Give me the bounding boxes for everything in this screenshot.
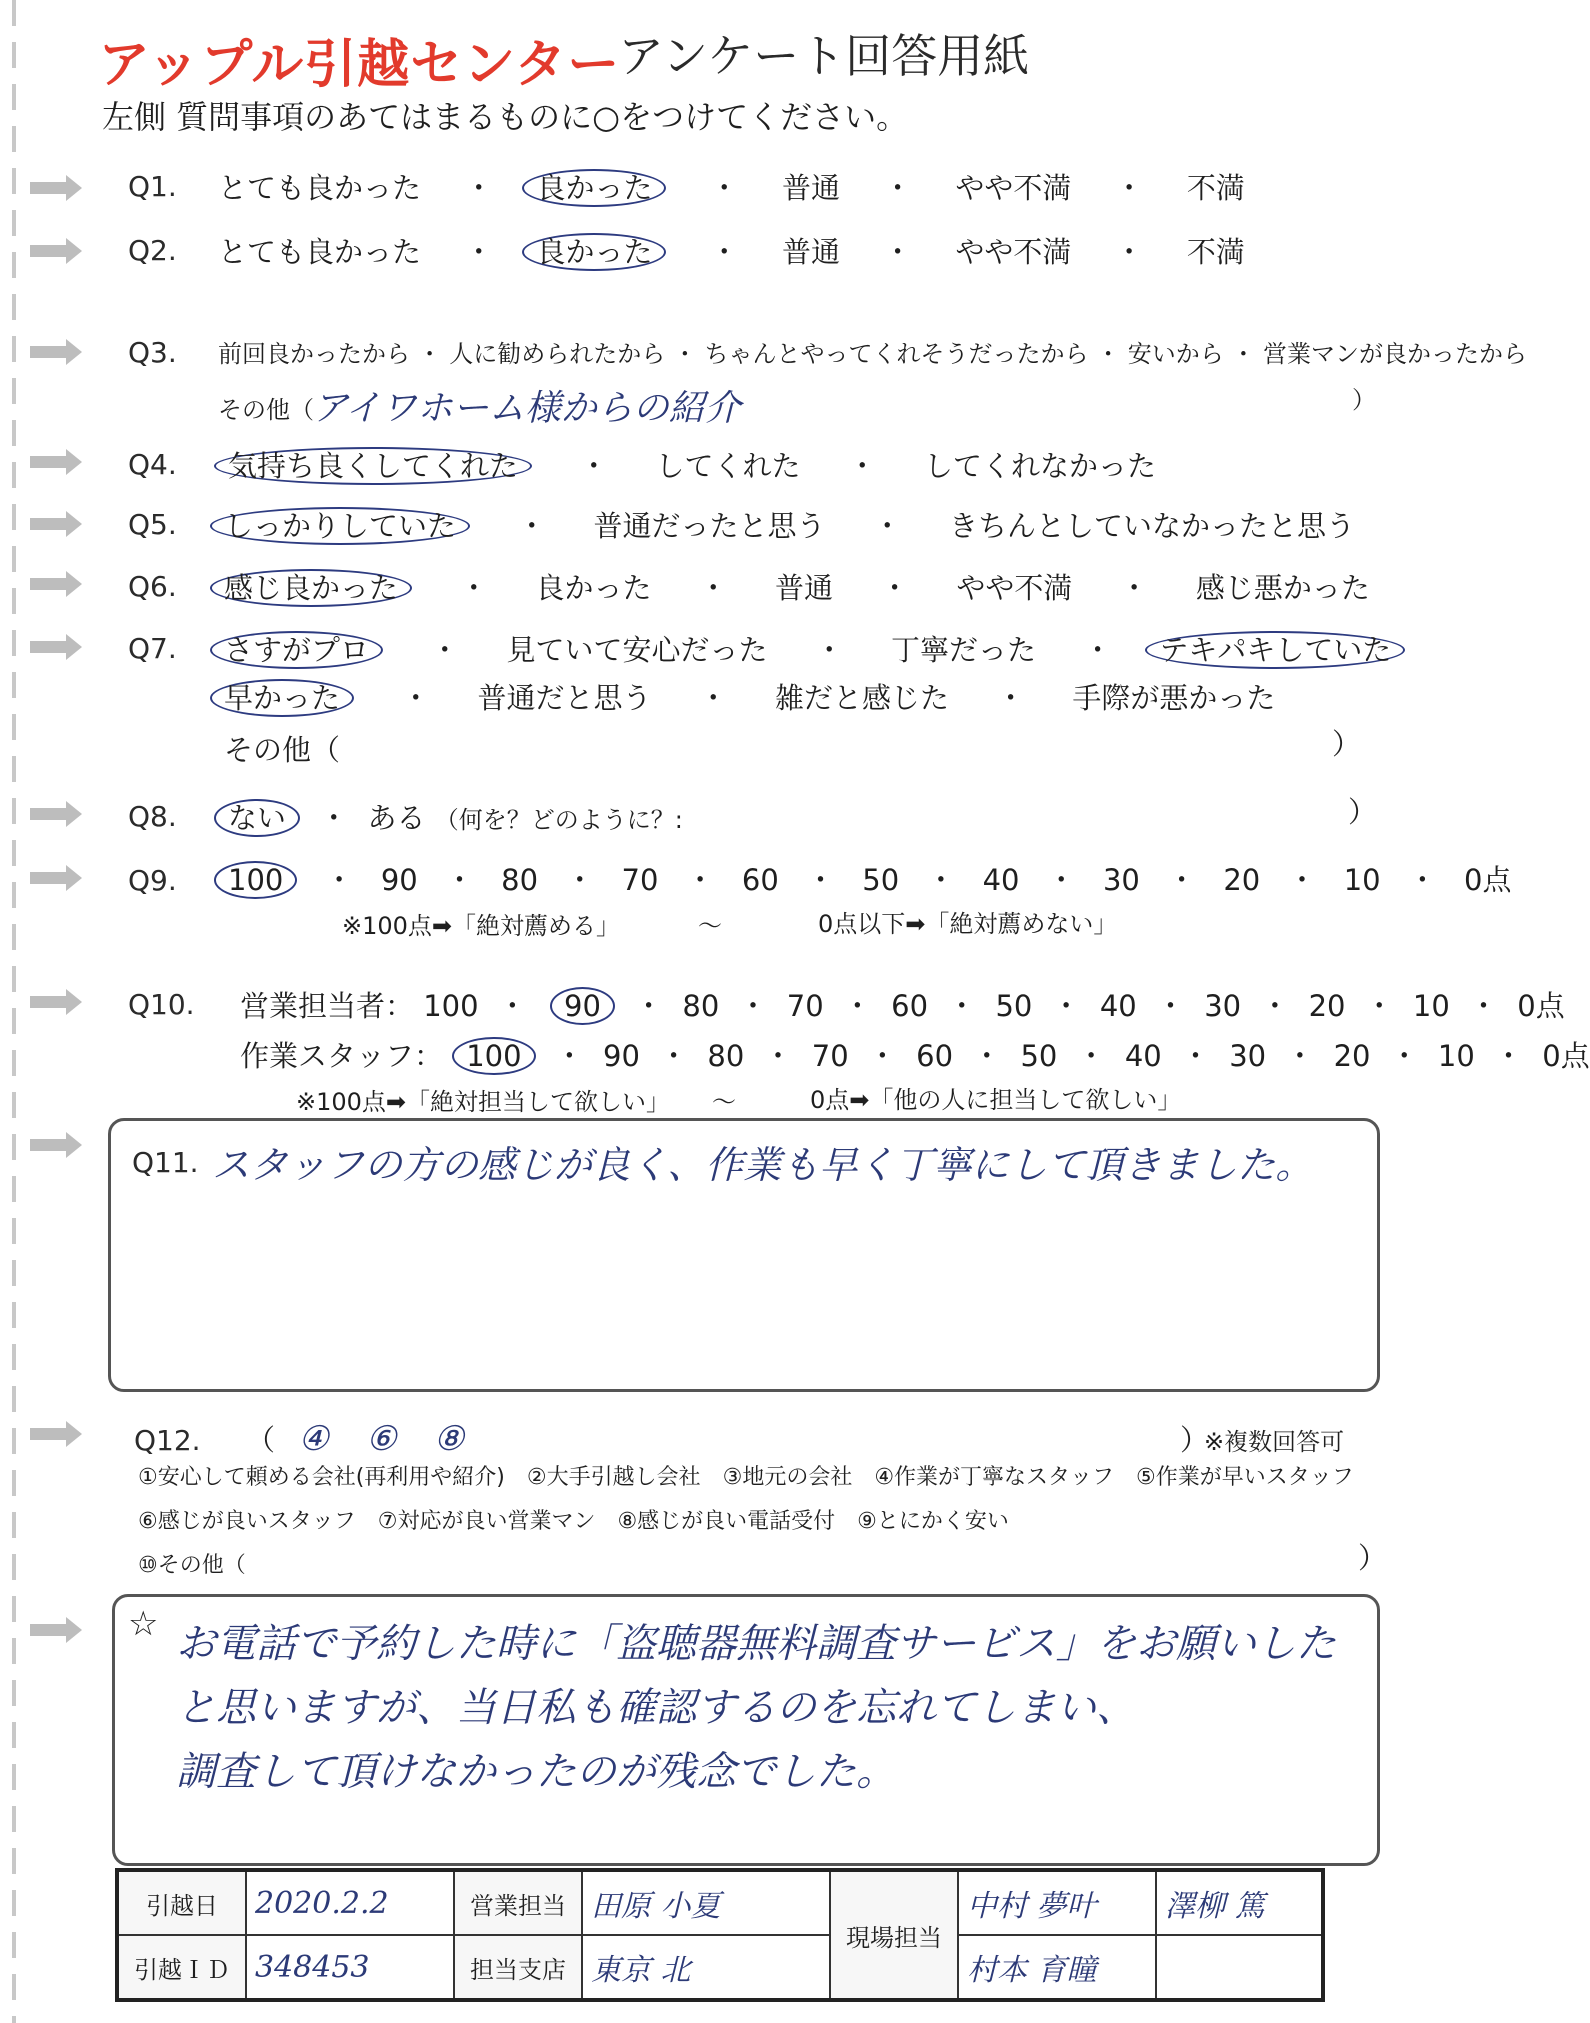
q1-option-good-selected[interactable]: 良かった (522, 169, 666, 207)
q10-staff-label: 作業スタッフ： (240, 1039, 444, 1073)
arrow-marker (30, 456, 68, 468)
q7-option-pro-selected[interactable]: さすがプロ (210, 631, 383, 669)
q10-tilde: ～ (712, 1088, 736, 1116)
q12-answer-4[interactable]: ④ (298, 1419, 329, 1459)
q10-sales-label: 営業担当者： (240, 989, 415, 1023)
q11-label: Q11. (132, 1146, 199, 1179)
arrow-marker (30, 872, 68, 884)
q7-label: Q7. (128, 632, 177, 665)
q12-options-row1: ①安心して頼める会社(再利用や紹介) ②大手引越し会社 ③地元の会社 ④作業が丁寧なスタッフ ⑤作業が早いスタッフ (138, 1465, 1354, 1490)
q5-label: Q5. (128, 508, 177, 541)
branch-value[interactable]: 東京 北 (582, 1935, 830, 2000)
arrow-marker (30, 1624, 68, 1636)
q7-close: ） (1332, 727, 1362, 761)
field-staff-label: 現場担当 (830, 1870, 958, 2000)
q2-option-dissatisfied[interactable]: 不満 (1186, 235, 1245, 269)
arrow-marker (30, 182, 68, 194)
arrow-marker (30, 578, 68, 590)
q7-option-normal[interactable]: 普通だと思う (477, 681, 652, 715)
q10-staff-60[interactable]: 60 (916, 1039, 954, 1073)
arrow-marker (30, 245, 68, 257)
q10-sales-50[interactable]: 50 (995, 989, 1033, 1023)
q6-option-normal[interactable]: 普通 (774, 571, 833, 605)
q10-sales-10[interactable]: 10 (1412, 989, 1450, 1023)
q5-option-not-proper[interactable]: きちんとしていなかったと思う (948, 509, 1355, 543)
q10-sales-40[interactable]: 40 (1099, 989, 1137, 1023)
branch-label: 担当支店 (454, 1935, 582, 2000)
comment-line-1[interactable]: お電話で予約した時に「盗聴器無料調査サービス」をお願いした (176, 1621, 1336, 1667)
q9-score-70[interactable]: 70 (621, 863, 659, 897)
q6-option-somewhat-dissatisfied[interactable]: やや不満 (956, 571, 1073, 605)
q12-multi-note: ※複数回答可 (1204, 1428, 1345, 1456)
q9-score-0[interactable]: 0点 (1464, 863, 1512, 897)
q6-option-good[interactable]: 良かった (535, 571, 652, 605)
q9-score-100-selected[interactable]: 100 (214, 861, 297, 899)
q1-option-normal[interactable]: 普通 (781, 171, 840, 205)
q4-label: Q4. (128, 448, 177, 481)
q6-options: 感じ良かった ・ 良かった ・ 普通 ・ やや不満 ・ 感じ悪かった (224, 566, 1370, 607)
q9-label: Q9. (128, 864, 177, 897)
q10-sales-80[interactable]: 80 (682, 989, 720, 1023)
field-staff-empty[interactable] (1156, 1935, 1323, 2000)
field-staff-2[interactable]: 村本 育瞳 (958, 1935, 1156, 2000)
q10-note-right: 0点➡「他の人に担当して欲しい」 (810, 1086, 1182, 1114)
comment-line-3[interactable]: 調査して頂けなかったのが残念でした。 (176, 1749, 896, 1795)
arrow-marker (30, 996, 68, 1008)
q10-staff-50[interactable]: 50 (1020, 1039, 1058, 1073)
q1-option-dissatisfied[interactable]: 不満 (1186, 171, 1245, 205)
q4-option-pleasant-selected[interactable]: 気持ち良くしてくれた (214, 447, 532, 485)
q7-other-label: その他（ (224, 733, 341, 767)
q10-note-left: ※100点➡「絶対担当して欲しい」 (296, 1088, 671, 1116)
q7-option-clumsy[interactable]: 手際が悪かった (1072, 681, 1276, 715)
q11-answer[interactable]: スタッフの方の感じが良く、作業も早く丁寧にして頂きました。 (212, 1143, 1314, 1187)
q9-score-20[interactable]: 20 (1223, 863, 1261, 897)
move-date-label: 引越日 (117, 1870, 246, 1935)
q4-options: 気持ち良くしてくれた ・ してくれた ・ してくれなかった (228, 444, 1156, 485)
q1-options: とても良かった ・ 良かった ・ 普通 ・ やや不満 ・ 不満 (218, 171, 1245, 205)
comment-line-2[interactable]: と思いますが、当日私も確認するのを忘れてしまい、 (176, 1685, 1136, 1731)
arrow-marker (30, 808, 68, 820)
q7-option-reassuring[interactable]: 見ていて安心だった (506, 633, 768, 667)
q9-scale: 100 ・ 90 ・ 80 ・ 70 ・ 60 ・ 50 ・ 40 ・ 30 ・ 20 ・ 10 ・ 0点 (228, 858, 1512, 899)
q10-sales-60[interactable]: 60 (891, 989, 929, 1023)
instruction-text: 左側 質問事項のあてはまるものに○をつけてください。 (102, 98, 909, 136)
field-staff-1[interactable]: 中村 夢叶 (958, 1870, 1156, 1935)
q9-score-60[interactable]: 60 (741, 863, 779, 897)
q3-label: Q3. (128, 336, 177, 369)
q8-label: Q8. (128, 800, 177, 833)
q9-score-30[interactable]: 30 (1102, 863, 1140, 897)
field-staff-3[interactable]: 澤柳 篤 (1156, 1870, 1323, 1935)
q10-staff-10[interactable]: 10 (1437, 1039, 1475, 1073)
q10-sales-row: 営業担当者： 100 ・ 90 ・ 80 ・ 70 ・ 60 ・ 50 ・ 40 ・ 30 ・ 20 ・ 10 ・ 0点 (240, 989, 1565, 1023)
q3-other-label: その他（ (218, 396, 314, 424)
q1-option-very-good[interactable]: とても良かった (218, 171, 422, 205)
brand-title: アップル引越センター (98, 35, 621, 95)
q8-close: ） (1348, 795, 1378, 829)
q10-staff-80[interactable]: 80 (707, 1039, 745, 1073)
q10-staff-70[interactable]: 70 (811, 1039, 849, 1073)
form-title: アンケート回答用紙 (618, 29, 1030, 83)
q9-score-10[interactable]: 10 (1343, 863, 1381, 897)
q5-options: しっかりしていた ・ 普通だったと思う ・ きちんとしていなかったと思う (224, 504, 1355, 545)
q4-option-did[interactable]: してくれた (655, 449, 801, 483)
sales-rep-label: 営業担当 (454, 1870, 582, 1935)
arrow-marker (30, 641, 68, 653)
q10-sales-30[interactable]: 30 (1204, 989, 1242, 1023)
q10-staff-0[interactable]: 0点 (1542, 1039, 1590, 1073)
q9-score-80[interactable]: 80 (501, 863, 539, 897)
q10-sales-20[interactable]: 20 (1308, 989, 1346, 1023)
move-id-label: 引越ＩＤ (117, 1935, 246, 2000)
q12-close: ） (1180, 1423, 1210, 1457)
q5-option-solid-selected[interactable]: しっかりしていた (210, 507, 470, 545)
q7-option-brisk-selected[interactable]: テキパキしていた (1145, 631, 1405, 669)
q8-option-yes[interactable]: ある (367, 801, 426, 835)
q7-options-row2: 早かった ・ 普通だと思う ・ 雑だと感じた ・ 手際が悪かった (224, 676, 1275, 717)
q2-option-normal[interactable]: 普通 (781, 235, 840, 269)
footer-info-table (115, 1868, 1325, 2002)
sales-rep-value[interactable]: 田原 小夏 (582, 1870, 830, 1935)
q10-sales-70[interactable]: 70 (786, 989, 824, 1023)
q7-options-row1: さすがプロ ・ 見ていて安心だった ・ 丁寧だった ・ テキパキしていた (224, 628, 1405, 669)
q9-tilde: ～ (698, 912, 722, 940)
q7-option-sloppy[interactable]: 雑だと感じた (774, 681, 949, 715)
q10-sales-0[interactable]: 0点 (1517, 989, 1565, 1023)
q9-score-50[interactable]: 50 (862, 863, 900, 897)
q1-label: Q1. (128, 170, 177, 203)
q1-option-somewhat-dissatisfied[interactable]: やや不満 (955, 171, 1072, 205)
q2-option-very-good[interactable]: とても良かった (218, 235, 422, 269)
q8-option-no-selected[interactable]: ない (214, 799, 300, 837)
q6-option-bad[interactable]: 感じ悪かった (1195, 571, 1370, 605)
arrow-marker (30, 518, 68, 530)
q10-sales-90-selected[interactable]: 90 (550, 987, 615, 1025)
arrow-marker (30, 1428, 68, 1440)
q12-label: Q12. (134, 1424, 201, 1457)
star-icon: ☆ (128, 1604, 159, 1644)
q5-option-normal[interactable]: 普通だったと思う (593, 509, 826, 543)
q12-answers: （ ④ ⑥ ⑧ (246, 1419, 465, 1459)
q10-staff-40[interactable]: 40 (1124, 1039, 1162, 1073)
q10-sales-100[interactable]: 100 (423, 989, 479, 1023)
move-date-value[interactable]: 2020.2.2 (246, 1870, 454, 1935)
q10-staff-20[interactable]: 20 (1333, 1039, 1371, 1073)
q3-other-answer[interactable]: アイワホーム様からの紹介 (312, 388, 741, 429)
q10-staff-100-selected[interactable]: 100 (452, 1037, 535, 1075)
q2-option-good-selected[interactable]: 良かった (522, 233, 666, 271)
q9-score-90[interactable]: 90 (380, 863, 418, 897)
q3-choices[interactable]: 前回良かったから ・ 人に勧められたから ・ ちゃんとやってくれそうだったから ・ 安いから ・ 営業マンが良かったから (218, 340, 1528, 368)
q10-staff-30[interactable]: 30 (1229, 1039, 1267, 1073)
q7-option-fast-selected[interactable]: 早かった (210, 679, 354, 717)
q3-close: ） (1352, 386, 1376, 414)
q6-option-nice-selected[interactable]: 感じ良かった (210, 569, 412, 607)
q10-staff-90[interactable]: 90 (603, 1039, 640, 1073)
q12-answer-8[interactable]: ⑧ (433, 1419, 465, 1459)
q8-options: ない ・ ある （何を？どのように？: (228, 796, 683, 837)
q12-options-row2: ⑥感じが良いスタッフ ⑦対応が良い営業マン ⑧感じが良い電話受付 ⑨とにかく安い (138, 1509, 1009, 1534)
binder-holes (12, 0, 16, 2023)
q2-option-somewhat-dissatisfied[interactable]: やや不満 (955, 235, 1072, 269)
q9-note-right: 0点以下➡「絶対薦めない」 (818, 910, 1118, 938)
q6-label: Q6. (128, 570, 177, 603)
q12-answer-6[interactable]: ⑥ (365, 1419, 397, 1459)
q9-score-40[interactable]: 40 (982, 863, 1020, 897)
q7-option-polite[interactable]: 丁寧だった (890, 633, 1036, 667)
q12-other-close: ） (1358, 1541, 1388, 1575)
arrow-marker (30, 1139, 68, 1151)
q2-options: とても良かった ・ 良かった ・ 普通 ・ やや不満 ・ 不満 (218, 235, 1245, 269)
q10-label: Q10. (128, 988, 195, 1021)
q12-other-label: ⑩その他（ (138, 1553, 246, 1578)
q2-label: Q2. (128, 234, 177, 267)
arrow-marker (30, 346, 68, 358)
q4-option-did-not[interactable]: してくれなかった (923, 449, 1156, 483)
move-id-value[interactable]: 348453 (246, 1935, 454, 2000)
q10-staff-row: 作業スタッフ： 100 ・ 90 ・ 80 ・ 70 ・ 60 ・ 50 ・ 40 ・ 30 ・ 20 ・ 10 ・ 0点 (240, 1039, 1590, 1073)
q8-prompt: （何を？どのように？: (434, 806, 683, 834)
q9-note-left: ※100点➡「絶対薦める」 (342, 912, 621, 940)
